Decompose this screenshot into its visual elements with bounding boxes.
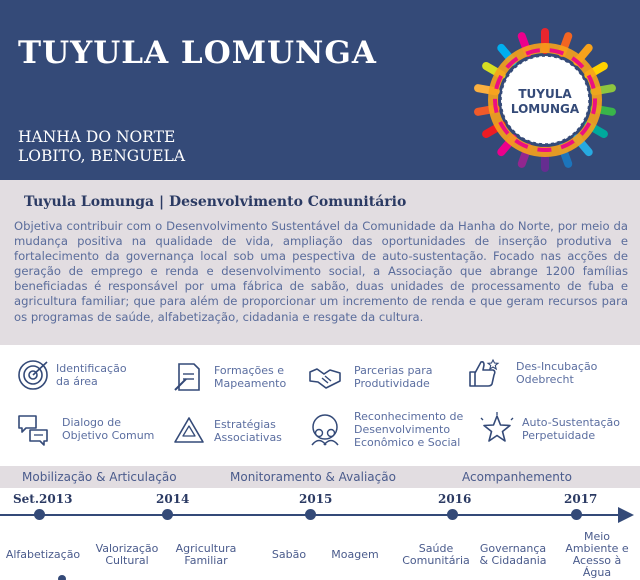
- star-icon: [480, 412, 514, 446]
- timeline-dot: [571, 509, 582, 520]
- year-2017: 2017: [564, 492, 598, 506]
- milestone-alfabetizacao: Alfabetização: [5, 548, 81, 561]
- milestone-valorizacao: Valorização Cultural: [95, 542, 159, 567]
- milestone-dot: [58, 575, 66, 580]
- milestone-saude: Saúde Comunitária: [402, 542, 470, 567]
- pillar-label: Identificação da área: [56, 362, 127, 388]
- timeline-dot: [162, 509, 173, 520]
- phase-monitoramento: Monitoramento & Avaliação: [230, 470, 396, 484]
- pillar-label: Reconhecimento de Desenvolvimento Econômico e Social: [354, 410, 464, 449]
- pillar-des-incubacao: [466, 356, 597, 390]
- logo-text-1: TUYULA: [518, 87, 572, 101]
- pillar-reconhecimento: [308, 410, 463, 449]
- people-globe-icon: [308, 413, 342, 447]
- recycle-triangle-icon: [172, 414, 206, 448]
- pillar-estrategias: [172, 414, 282, 448]
- milestone-meio-ambiente: Meio Ambiente e Acesso à Água: [565, 530, 629, 579]
- description-title: Tuyula Lomunga | Desenvolvimento Comunitário: [24, 194, 407, 210]
- phase-mobilizacao: Mobilização & Articulação: [22, 470, 177, 484]
- milestone-agricultura: Agricultura Familiar: [175, 542, 237, 567]
- chat-bubbles-icon: [16, 412, 50, 446]
- pillar-label: Auto-Sustentação Perpetuidade: [522, 416, 621, 442]
- hands-logo-icon: [470, 25, 620, 175]
- timeline-dot: [447, 509, 458, 520]
- timeline-dot: [305, 509, 316, 520]
- pillar-label: Formações e Mapeamento: [214, 364, 287, 390]
- page-title: TUYULA LOMUNGA: [18, 35, 377, 71]
- pillar-parcerias: [308, 360, 433, 394]
- pillar-identificacao: [16, 358, 127, 392]
- location-line-2: LOBITO, BENGUELA: [18, 147, 186, 165]
- year-2015: 2015: [299, 492, 333, 506]
- logo-text-2: LOMUNGA: [510, 102, 580, 116]
- location-line-1: HANHA DO NORTE: [18, 128, 176, 146]
- thumbs-up-icon: [466, 356, 500, 390]
- pillar-formacoes: [172, 360, 286, 394]
- year-2014: 2014: [156, 492, 190, 506]
- handshake-icon: [308, 360, 342, 394]
- milestone-moagem: Moagem: [331, 548, 379, 561]
- phase-acompanhamento: Acompanhemento: [462, 470, 572, 484]
- timeline-arrow-icon: [618, 507, 634, 523]
- pillar-label: Des-Incubação Odebrecht: [516, 360, 598, 386]
- milestone-sabao: Sabão: [271, 548, 307, 561]
- target-icon: [16, 358, 50, 392]
- year-set2013: Set.2013: [13, 492, 73, 506]
- description-text: Objetiva contribuir com o Desenvolvimento Sustentável da Comunidade da Hanha do Norte, por meio da mudança positiva na qualidade de vida, ampliação das oportunidades de inserção produtiva e fortalecimento da governança local sob uma pespectiva de auto-sustentação. Focado nas acções de geração de emprego e renda e desenvolvimento social, a Associação que abrange 1200 famílias beneficiadas é responsável por uma fábrica de sabão, duas unidades de processamento de fuba e agricultura familiar; que para além de proporcionar um incremento de renda e que geram recursos para os programas de saúde, alfabetização, cidadania e resgate da cultura.: [14, 219, 628, 324]
- pillar-dialogo: [16, 412, 154, 446]
- pillar-label: Parcerias para Produtividade: [354, 364, 433, 390]
- timeline-dot: [34, 509, 45, 520]
- document-pencil-icon: [172, 360, 206, 394]
- pillar-label: Dialogo de Objetivo Comum: [62, 416, 155, 442]
- year-2016: 2016: [438, 492, 472, 506]
- pillar-auto-sustentacao: [480, 412, 620, 446]
- pillar-label: Estratégias Associativas: [214, 418, 282, 444]
- milestone-governanca: Governança & Cidadania: [479, 542, 547, 567]
